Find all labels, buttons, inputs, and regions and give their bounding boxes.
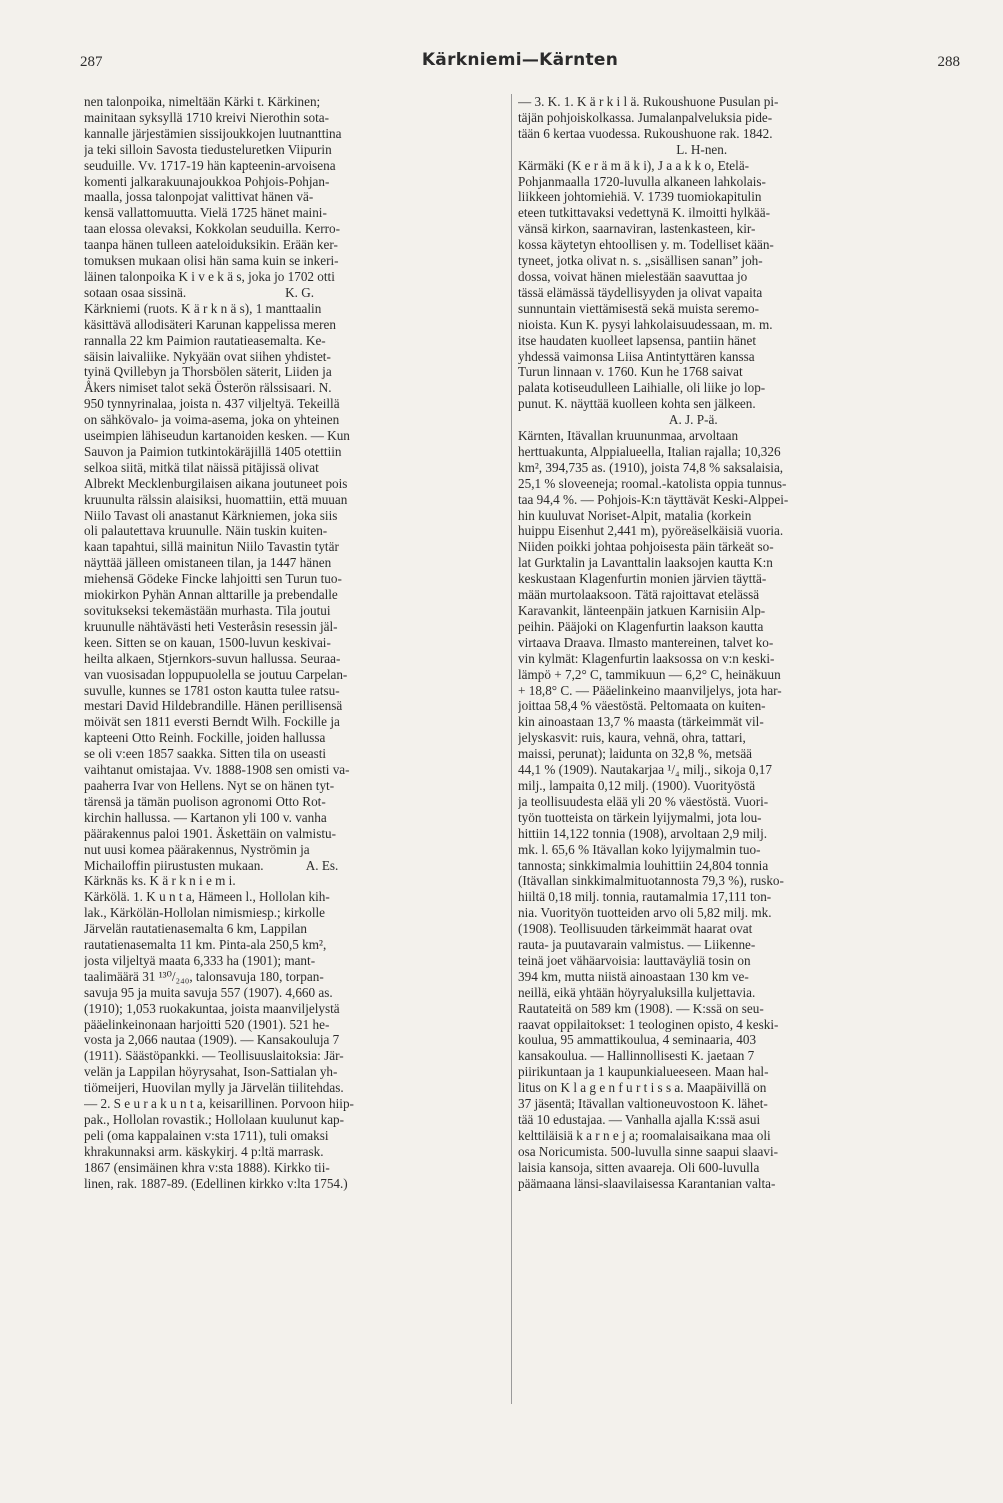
text-line: maissi, perunat); laidunta on 32,8 %, metsää (518, 746, 753, 762)
text-line: koulua, 95 ammattikoulua, 4 seminaaria, 403 (518, 1032, 757, 1048)
text-line: josta viljeltyä maata 6,333 ha (1901); mant- (84, 952, 316, 968)
text-line: työn tuotteista on tärkein lyijymalmi, jota lou- (518, 809, 762, 825)
text-line: Sauvon ja Paimion tutkintokäräjillä 1405 otettiin (84, 443, 342, 459)
text-line: L. H-nen. (518, 141, 728, 157)
text-line: useimpien lähiseudun kartanoiden kesken. — Kun (84, 428, 350, 444)
right-column (518, 94, 946, 1192)
text-line: mk. l. 65,6 % Itävallan koko lyijymalmin tuo- (518, 841, 761, 857)
text-line: Michailoffin piirustusten mukaan. A. Es. (84, 857, 339, 873)
text-line: Kärmäki (K e r ä m ä k i), J a a k k o, Etelä- (518, 157, 750, 173)
text-line: raavat oppilaitokset: 1 teologinen opisto, 4 keski- (518, 1016, 779, 1032)
text-line: paaherra Ivar von Hellens. Nyt se on hänen tyt- (84, 777, 335, 793)
text-line: Kärkölä. 1. K u n t a, Hämeen l., Hollolan kih- (84, 889, 330, 905)
text-line: virtaava Draava. Ilmasto mantereinen, talvet ko- (518, 634, 774, 650)
text-line: lak., Kärkölän-Hollolan nimismiesp.; kirkolle (84, 905, 325, 921)
text-line: tään 6 kertaa vuodessa. Rukoushuone rak. 1842. (518, 125, 773, 141)
text-line: piirikuntaan ja 1 kaupunkialueeseen. Maan hal- (518, 1064, 769, 1080)
text-line: oli palautettava kruunulle. Näin tuskin kuiten- (84, 523, 328, 539)
text-line: — 3. K. 1. K ä r k i l ä. Rukoushuone Pusulan pi- (518, 94, 779, 109)
text-line: päämaana länsi-slaavilaisessa Karantanian valta- (518, 1175, 776, 1191)
text-line: peli (oma kappalainen v:sta 1711), tuli omaksi (84, 1127, 329, 1143)
text-line: kelttiläisiä k a r n e j a; roomalaisaikana maa oli (518, 1127, 771, 1143)
text-line: tässä elämässä täydellisyyden ja olivat vapaita (518, 284, 763, 300)
page-number-right: 288 (937, 54, 960, 70)
text-line: teinä joet vähäarvoisia: lauttaväyliä tosin on (518, 952, 751, 968)
page-number-left: 287 (80, 54, 103, 70)
text-line: vin kylmät: Klagenfurtin laaksossa on v:n keski- (518, 650, 775, 666)
text-line: laisia kansoja, sitten avaareja. Oli 600-luvulla (518, 1159, 760, 1175)
text-line: keskustaan Klagenfurtin monien järvien täyttä- (518, 571, 767, 587)
text-line: 1867 (ensimäinen khra v:sta 1888). Kirkko tii- (84, 1159, 330, 1175)
text-line: 25,1 % sloveeneja; roomal.-katolista oppia tunnus- (518, 475, 787, 491)
text-line: 394 km, mutta niistä ainoastaan 130 km ve- (518, 968, 749, 984)
text-line: kruunulle nähtävästi heti Vesteråsin resessin jäl- (84, 618, 338, 634)
text-line: tärensä ja tämän puolison agronomi Otto Rot- (84, 793, 326, 809)
text-line: huippu Eisenhut 2,441 m), pyöreäselkäisiä vuoria. (518, 523, 784, 539)
text-line: maalla, jossa talonpojat valittivat hänen vä- (84, 189, 314, 205)
text-line: 950 tynnyrinalaa, joista n. 437 viljeltyä. Tekeillä (84, 396, 340, 412)
text-line: komenti jalkarakuunajoukkoa Pohjois-Pohjan- (84, 173, 330, 189)
text-line: säisin laivaliike. Nykyään ovat siihen yhdistet- (84, 348, 331, 364)
text-line: hittiin 14,122 tonnia (1908), arvoltaan 2,9 milj. (518, 825, 768, 841)
text-line: läinen talonpoika K i v e k ä s, joka jo 1702 otti (84, 268, 335, 284)
text-line: käsittävä allodisäteri Karunan kappelissa meren (84, 316, 336, 332)
text-line: tiömeijeri, Huovilan mylly ja Järvelän tiilitehdas. (84, 1080, 344, 1096)
text-line: keen. Sitten se on kauan, 1500-luvun keskivai- (84, 634, 331, 650)
text-line: taa 94,4 %. — Pohjois-K:n täyttävät Keski-Alppei- (518, 491, 789, 507)
left-column (84, 94, 505, 1192)
text-line: hin kuuluvat Noriset-Alpit, matalia (korkein (518, 507, 752, 523)
text-line: 37 jäsentä; Itävallan valtioneuvostoon K. lähet- (518, 1096, 768, 1112)
text-line: Kärkniemi (ruots. K ä r k n ä s), 1 manttaalin (84, 300, 322, 316)
text-line: miehensä Gödeke Fincke lahjoitti sen Turun tuo- (84, 571, 342, 587)
text-line: dossa, voivat hänen mielestään saavuttaa jo (518, 268, 748, 284)
text-line: (1910); 1,053 ruokakuntaa, joista maanviljelystä (84, 1000, 340, 1016)
text-line: Niiden poikki johtaa pohjoisesta päin tärkeät so- (518, 539, 774, 555)
text-line: Åkers nimiset talot sekä Österön rälssisaari. N. (84, 380, 332, 396)
text-line: savuja 95 ja muita savuja 557 (1907). 4,660 as. (84, 984, 333, 1000)
text-line: osa Noricumista. 500-luvulla sinne saapui slaavi- (518, 1143, 779, 1159)
text-line: litus on K l a g e n f u r t i s s a. Maapäivillä on (518, 1080, 767, 1096)
text-line: peihin. Pääjoki on Klagenfurtin laakson kautta (518, 618, 764, 634)
text-line: velän ja Lappilan höyrysahat, Ison-Sattialan yh- (84, 1064, 338, 1080)
text-line: suvulle, kunnes se 1781 oston kautta tulee ratsu- (84, 682, 340, 698)
text-line: 44,1 % (1909). Nautakarjaa ¹/₄ milj., sikoja 0,17 (518, 762, 772, 778)
text-line: taanpa hänen tulleen aateloiduksikin. Erään ker- (84, 237, 338, 253)
text-line: lat Gurktalin ja Lavanttalin laaksojen kautta K:n (518, 555, 773, 571)
text-line: nia. Vuorityön tuotteiden arvo oli 5,82 milj. mk. (518, 905, 772, 921)
text-line: A. J. P-ä. (518, 412, 718, 428)
text-line: mestari David Hildebrandille. Hänen perillisensä (84, 698, 343, 714)
text-line: rauta- ja puutavarain valmistus. — Liikenne- (518, 937, 756, 953)
text-line: kaan tapahtui, sillä mainitun Niilo Tavastin tytär (84, 539, 339, 555)
text-line: vaihtanut omistajaa. Vv. 1888-1908 sen omisti va- (84, 762, 350, 778)
text-line: — 2. S e u r a k u n t a, keisarillinen. Porvoon hiip- (84, 1096, 354, 1112)
text-line: + 18,8° C. — Pääelinkeino maanviljelys, jota har- (518, 682, 782, 698)
text-line: Rautateitä on 589 km (1908). — K:ssä on seu- (518, 1000, 764, 1016)
text-line: Järvelän rautatienasemalta 6 km, Lappilan (84, 921, 307, 937)
text-line: milj., lampaita 0,12 milj. (1900). Vuorityöstä (518, 777, 756, 793)
text-line: tää 10 edustajaa. — Vanhalla ajalla K:ssä asui (518, 1112, 761, 1127)
text-line: kapteeni Otto Reinh. Fockille, joiden hallussa (84, 730, 326, 746)
text-line: jelyskasvit: ruis, kaura, vehnä, ohra, tattari, (518, 730, 746, 746)
text-line: punut. K. näyttää kuolleen kohta sen jälkeen. (518, 396, 756, 412)
text-line: palata kotiseudulleen Laihialle, oli liike jo lop- (518, 380, 766, 396)
text-line: Niilo Tavast oli anastanut Kärkniemen, joka siis (84, 507, 338, 523)
text-line: rannalla 22 km Paimion rautatieasemalta. Ke- (84, 332, 326, 348)
text-line: khrakunnaksi arm. käskykirj. 4 p:ltä marrask. (84, 1143, 324, 1159)
text-line: nioista. Kun K. pysyi lahkolaisuudessaan, m. m. (518, 316, 773, 332)
text-line: Turun linnaan v. 1760. Kun he 1768 saivat (518, 364, 743, 380)
text-line: kensä vallattomuutta. Vielä 1725 hänet maini- (84, 205, 327, 221)
text-line: se oli v:een 1857 saakka. Sitten tila on useasti (84, 746, 327, 762)
text-line: möivät sen 1811 eversti Berndt Wilh. Fockille ja (84, 714, 340, 730)
text-line: Karavankit, länteenpäin jatkuen Karnisiin Alp- (518, 603, 766, 618)
text-line: heilta alkaen, Stjernkors-suvun hallussa. Seuraa- (84, 650, 341, 666)
text-line: km², 394,735 as. (1910), joista 74,8 % saksalaisia, (518, 459, 784, 475)
text-line: itse haudaten kuolleet lapsensa, pantiin hänet (518, 332, 757, 348)
text-line: tomuksen mukaan olisi hän sama kuin se inkeri- (84, 253, 339, 269)
text-line: tyinä Qvillebyn ja Thorsbölen säterit, Liiden ja (84, 364, 332, 380)
text-line: hiiltä 0,18 milj. tonnia, rautamalmia 17,111 ton- (518, 889, 772, 905)
text-line: vosta ja 2,066 nautaa (1909). — Kansakouluja 7 (84, 1032, 340, 1048)
text-line: pääelinkeinonaan harjoitti 520 (1901). 521 he- (84, 1016, 330, 1032)
text-line: joittaa 58,4 % väestöstä. Peltomaata on kuiten- (518, 698, 766, 714)
text-line: (1911). Säästöpankki. — Teollisuuslaitoksia: Jär- (84, 1048, 344, 1064)
text-line: eteen tutkittavaksi vedettynä K. ilmoitti hylkää- (518, 205, 770, 221)
text-line: selkoa siitä, mitkä tilat näissä pitäjissä olivat (84, 459, 319, 475)
text-line: mään murtolaaksoon. Tätä rajoittavat etelässä (518, 587, 760, 603)
text-line: kirchin hallussa. — Kartanon yli 100 v. vanha (84, 809, 327, 825)
page-header (80, 50, 960, 74)
text-line: (1908). Teollisuuden tärkeimmät haarat ovat (518, 921, 753, 937)
text-line: neillä, eikä yhtään höyryaluksilla kuljettavia. (518, 984, 756, 1000)
text-line: liikkeen johtomiehiä. V. 1739 tuomiokapitulin (518, 189, 762, 205)
text-line: sunnuntain viettämisestä sekä muista seremo- (518, 300, 759, 316)
text-line: kossa käytetyn ehtoollisen y. m. Todelliset kään- (518, 237, 774, 253)
text-line: (Itävallan sinkkimalmituotannosta 79,3 %), rusko- (518, 873, 784, 889)
text-line: Albrekt Mecklenburgilaisen aikana joutuneet pois (84, 475, 348, 491)
text-line: taan elossa olevaksi, Kokkolan seuduilla. Kerro- (84, 221, 340, 237)
text-line: Pohjanmaalla 1720-luvulla alkaneen lahkolais- (518, 173, 766, 189)
text-line: nen talonpoika, nimeltään Kärki t. Kärkinen; (84, 94, 321, 109)
text-line: kruunulta rälssin alaisiksi, huomattiin, että muuan (84, 491, 348, 507)
text-line: sovitukseksi tekemästään murhasta. Tila joutui (84, 603, 331, 618)
text-line: vänsä kirkon, saarnaviran, lastenkasteen, kir- (518, 221, 756, 237)
text-line: päärakennus paloi 1901. Äskettäin on valmistu- (84, 825, 336, 841)
text-line: täjän pohjoiskolkassa. Jumalanpalveluksia pide- (518, 109, 773, 125)
running-head: Kärkniemi—Kärnten (421, 50, 619, 70)
text-line: linen, rak. 1887-89. (Edellinen kirkko v:lta 1754.) (84, 1175, 348, 1191)
text-line: on sähkövalo- ja voima-asema, joka on yhteinen (84, 412, 340, 428)
text-line: pak., Hollolan rovastik.; Hollolaan kuulunut kap- (84, 1112, 345, 1127)
text-line: taalimäärä 31 ¹³⁰/₂₄₀, talonsavuja 180, torpan- (84, 968, 324, 984)
text-line: seuduille. Vv. 1717-19 hän kapteenin-arvoisena (84, 157, 336, 173)
column-divider (511, 94, 512, 1404)
text-line: kansakoulua. — Hallinnollisesti K. jaetaan 7 (518, 1048, 755, 1064)
text-line: tannosta; sinkkimalmia louhittiin 24,804 tonnia (518, 857, 769, 873)
text-line: herttuakunta, Alppialueella, Italian rajalla; 10,326 (518, 443, 781, 459)
text-line: sotaan osaa sissinä. K. G. (84, 284, 315, 300)
text-line: kannalle järjestämien sissijoukkojen luutnanttina (84, 125, 342, 141)
text-line: tyneet, jotka olivat n. s. „sisällisen sanan” joh- (518, 253, 763, 269)
text-line: yhdessä vaimonsa Liisa Antintyttären kanssa (518, 348, 755, 364)
text-line: näyttää jälleen omistaneen tilan, ja 1447 hänen (84, 555, 332, 571)
text-line: nut uusi komea päärakennus, Nyströmin ja (84, 841, 310, 857)
text-line: kin ainoastaan 13,7 % maasta (tärkeimmät vil- (518, 714, 764, 730)
text-line: Kärknäs ks. K ä r k n i e m i. (84, 873, 236, 889)
text-line: rautatienasemalta 11 km. Pinta-ala 250,5 km², (84, 937, 327, 953)
text-line: mainitaan syksyllä 1710 kreivi Nierothin sota- (84, 109, 330, 125)
text-line: ja teollisuudesta elää yli 20 % väestöstä. Vuori- (518, 793, 769, 809)
text-line: miokirkon Pyhän Annan alttarille ja prebendalle (84, 587, 338, 603)
text-line: ja teki silloin Savosta tiedusteluretken Viipurin (84, 141, 332, 157)
text-line: van vuosisadan loppupuolella se joutuu Carpelan- (84, 666, 348, 682)
text-line: lämpö + 7,2° C, tammikuun — 6,2° C, heinäkuun (518, 666, 781, 682)
text-line: Kärnten, Itävallan kruununmaa, arvoltaan (518, 428, 739, 444)
